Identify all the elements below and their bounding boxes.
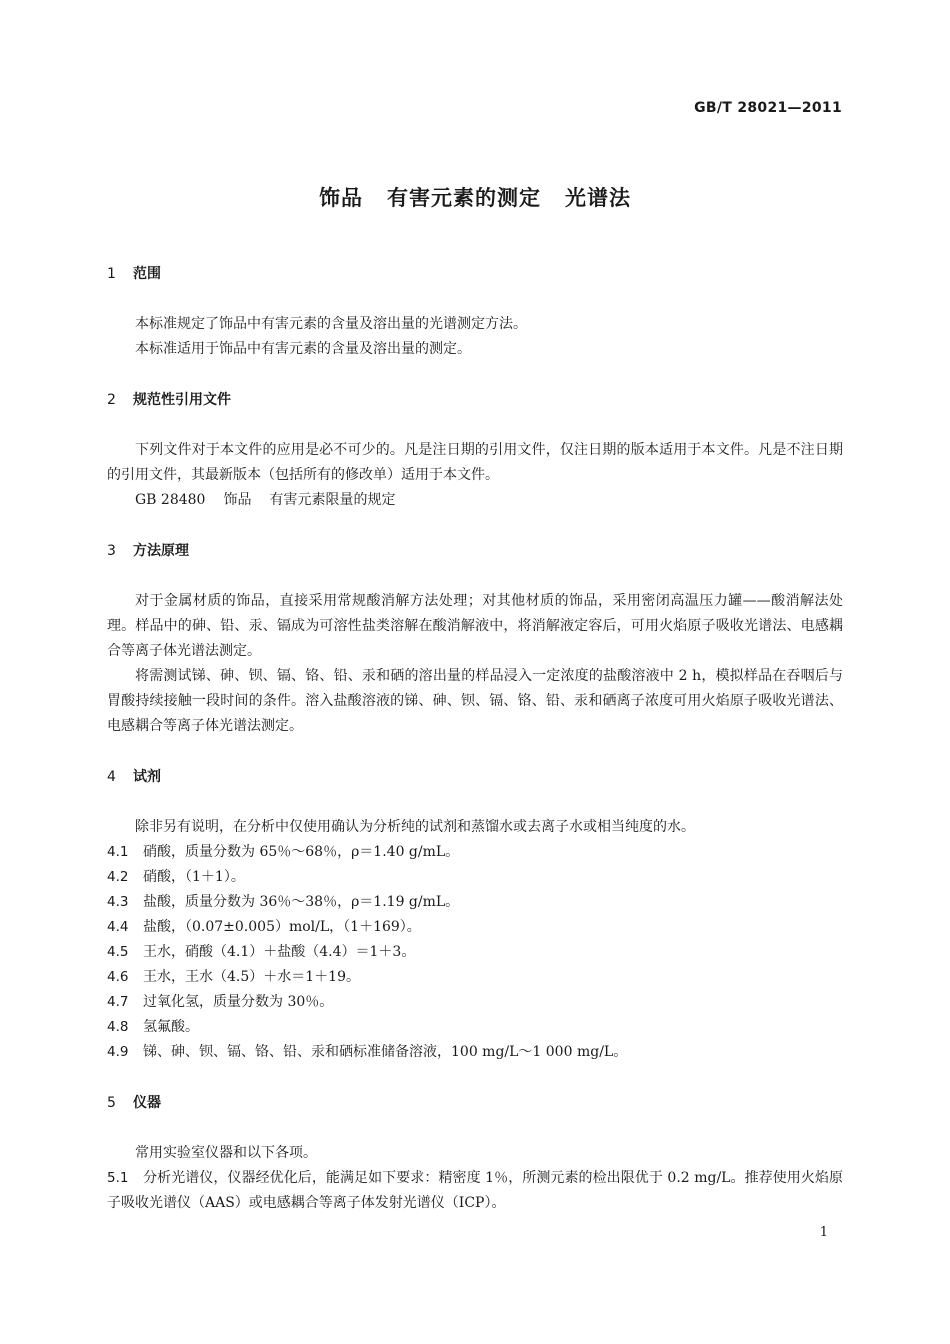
title-part-3: 光谱法	[565, 186, 631, 210]
list-item: 4.6 王水，王水（4.5）＋水＝1＋19。	[107, 969, 360, 985]
paragraph: 常用实验室仪器和以下各项。	[135, 1145, 317, 1161]
list-item: 4.3 盐酸，质量分数为 36％～38％，ρ＝1.19 g/mL。	[107, 894, 460, 910]
document-body	[107, 262, 843, 1216]
document-title	[0, 182, 950, 212]
paragraph: 将需测试锑、砷、钡、镉、铬、铅、汞和硒的溶出量的样品浸入一定浓度的盐酸溶液中 2 h，模拟样品在吞咽后与胃酸持续接触一段时间的条件。溶入盐酸溶液的锑、砷、钡、镉、铬、铅、汞和硒离子浓度可用火焰原子吸收光谱法、电感耦合等离子体光谱法测定。	[107, 668, 843, 734]
list-item: 4.7 过氧化氢，质量分数为 30％。	[107, 994, 334, 1010]
list-item: 4.9 锑、砷、钡、镉、铬、铅、汞和硒标准储备溶液，100 mg/L～1 000 mg/L。	[107, 1044, 628, 1060]
normative-reference: GB 28480 饰品 有害元素限量的规定	[135, 492, 396, 508]
list-item: 5.1 分析光谱仪，仪器经优化后，能满足如下要求：精密度 1％，所测元素的检出限优于 0.2 mg/L。推荐使用火焰原子吸收光谱仪（AAS）或电感耦合等离子体发射光谱仪（ICP）。	[107, 1170, 843, 1211]
title-part-1: 饰品	[319, 186, 363, 210]
list-item: 4.2 硝酸，（1＋1）。	[107, 869, 245, 885]
list-item: 4.1 硝酸，质量分数为 65％～68％，ρ＝1.40 g/mL。	[107, 844, 460, 860]
page-number: 1	[819, 1225, 828, 1240]
paragraph: 本标准适用于饰品中有害元素的含量及溶出量的测定。	[135, 341, 471, 357]
paragraph: 除非另有说明，在分析中仅使用确认为分析纯的试剂和蒸馏水或去离子水或相当纯度的水。	[135, 819, 695, 835]
section-4-heading: 4 试剂	[107, 769, 161, 785]
section-1-heading: 1 范围	[107, 266, 161, 282]
paragraph: 本标准规定了饰品中有害元素的含量及溶出量的光谱测定方法。	[135, 316, 527, 332]
standard-code: GB/T 28021—2011	[694, 100, 842, 116]
list-item: 4.5 王水，硝酸（4.1）＋盐酸（4.4）＝1＋3。	[107, 944, 416, 960]
section-5-heading: 5 仪器	[107, 1095, 161, 1111]
paragraph: 下列文件对于本文件的应用是必不可少的。凡是注日期的引用文件，仅注日期的版本适用于本文件。凡是不注日期的引用文件，其最新版本（包括所有的修改单）适用于本文件。	[107, 442, 843, 483]
section-3-heading: 3 方法原理	[107, 543, 189, 559]
paragraph: 对于金属材质的饰品，直接采用常规酸消解方法处理；对其他材质的饰品，采用密闭高温压力罐——酸消解法处理。样品中的砷、铅、汞、镉成为可溶性盐类溶解在酸消解液中，将消解液定容后，可用火焰原子吸收光谱法、电感耦合等离子体光谱法测定。	[107, 593, 843, 659]
list-item: 4.4 盐酸，（0.07±0.005）mol/L，（1＋169）。	[107, 919, 421, 935]
section-2-heading: 2 规范性引用文件	[107, 392, 231, 408]
list-item: 4.8 氢氟酸。	[107, 1019, 199, 1035]
title-part-2: 有害元素的测定	[387, 186, 541, 210]
